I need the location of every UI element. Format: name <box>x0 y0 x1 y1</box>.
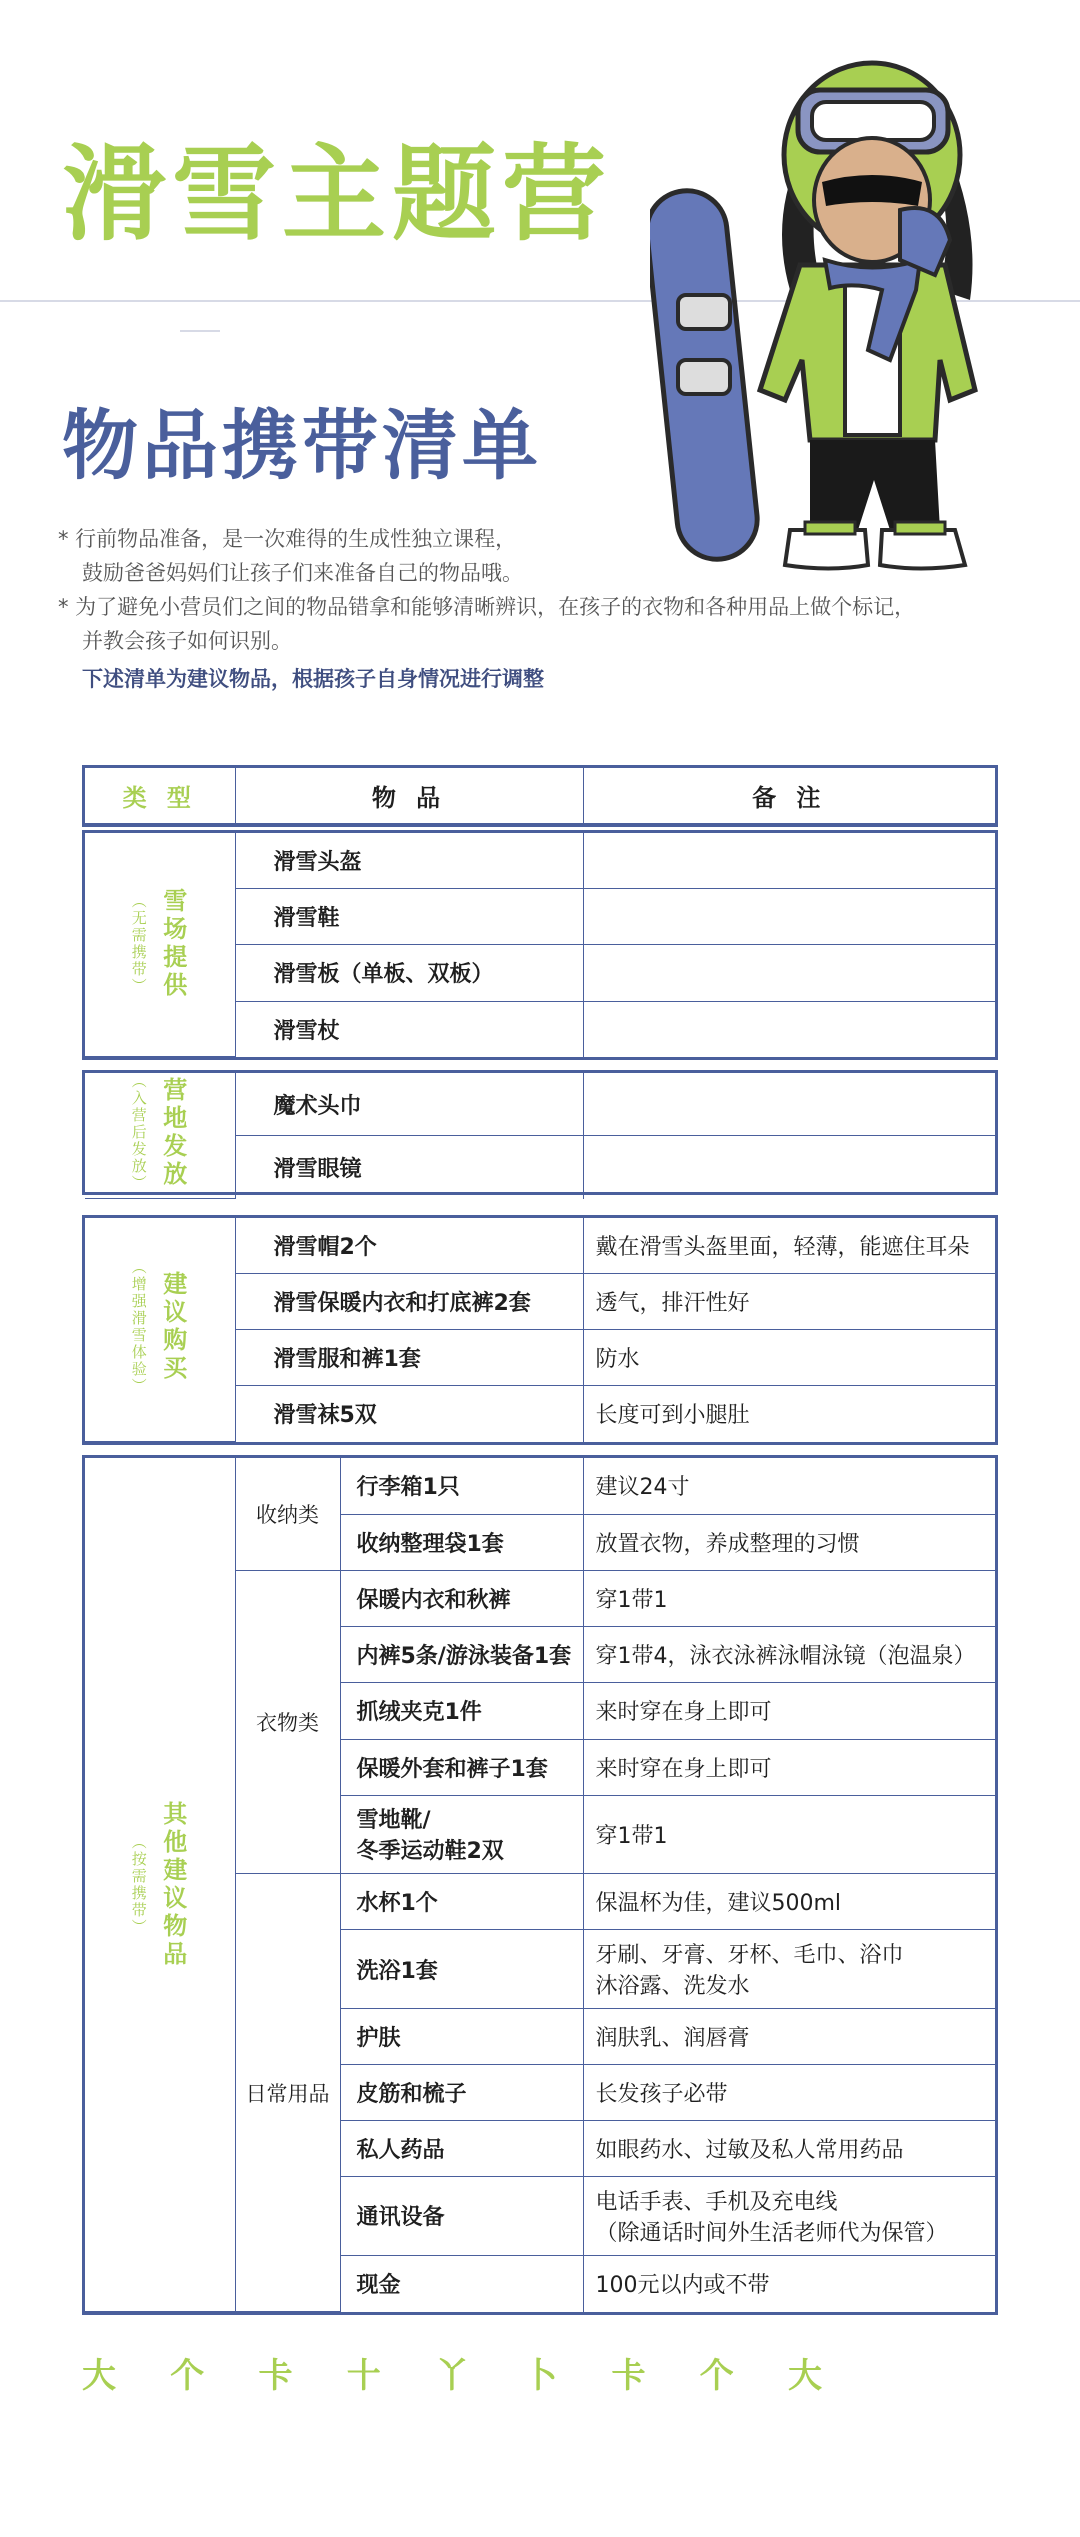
item-name: 滑雪保暖内衣和打底裤2套 <box>235 1273 583 1329</box>
item-note: 长度可到小腿肚 <box>583 1386 995 1442</box>
deco-glyph: 卜 <box>523 2356 558 2396</box>
intro-notes <box>58 522 1018 696</box>
item-note <box>583 1001 995 1056</box>
section-main: 其他建议物品 <box>158 1800 187 1969</box>
section-sub: （增强滑雪体验） <box>129 1258 148 1395</box>
deco-glyph: 大 <box>788 2356 822 2396</box>
item-note: 保温杯为佳，建议500ml <box>583 1874 995 1930</box>
header-type: 类 型 <box>85 768 235 824</box>
deco-glyph: 大 <box>82 2356 116 2396</box>
decoration-row <box>82 2348 822 2397</box>
item-name: 通讯设备 <box>340 2177 583 2255</box>
section-type <box>85 1218 235 1442</box>
item-name: 保暖内衣和秋裤 <box>340 1570 583 1626</box>
item-name: 滑雪板（单板、双板） <box>235 945 583 1001</box>
section-main: 建议购买 <box>158 1270 187 1383</box>
item-note-line: 沐浴露、洗发水 <box>595 1974 750 1999</box>
section-main: 雪场提供 <box>158 888 187 1000</box>
item-note: 建议24寸 <box>583 1458 995 1514</box>
section-sub: （入营后发放） <box>129 1073 148 1192</box>
item-note: 长发孩子必带 <box>583 2064 995 2120</box>
group-name: 衣物类 <box>235 1570 340 1873</box>
page-subtitle: 物品携带清单 <box>62 401 542 490</box>
item-name: 滑雪袜5双 <box>235 1386 583 1442</box>
item-note: 润肤乳、润唇膏 <box>583 2008 995 2064</box>
item-name: 内裤5条/游泳装备1套 <box>340 1627 583 1683</box>
item-note: 透气，排汗性好 <box>583 1273 995 1329</box>
item-note-line: 电话手表、手机及充电线 <box>595 2189 838 2215</box>
section-main: 营地发放 <box>158 1076 187 1189</box>
note-emphasis: 下述清单为建议物品，根据孩子自身情况进行调整 <box>82 667 544 691</box>
item-name: 滑雪杖 <box>235 1001 583 1056</box>
section-type <box>85 833 235 1057</box>
item-note-line: 牙刷、牙膏、牙杯、毛巾、浴巾 <box>595 1943 904 1968</box>
item-name: 私人药品 <box>340 2121 583 2177</box>
section-venue-provided <box>82 830 998 1060</box>
item-name: 皮筋和梳子 <box>340 2064 583 2120</box>
group-name: 日常用品 <box>235 1874 340 2312</box>
item-note <box>583 945 995 1001</box>
deco-glyph: 个 <box>699 2356 734 2396</box>
divider-short <box>180 330 220 332</box>
group-name: 收纳类 <box>235 1458 340 1570</box>
item-note: 来时穿在身上即可 <box>583 1739 995 1795</box>
deco-glyph: 卡 <box>258 2356 293 2396</box>
header-note: 备 注 <box>583 768 995 824</box>
item-note: 来时穿在身上即可 <box>583 1683 995 1739</box>
item-name-line: 雪地靴/ <box>356 1808 431 1834</box>
item-note: 穿1带4，泳衣泳裤泳帽泳镜（泡温泉） <box>583 1627 995 1683</box>
item-note <box>583 1136 995 1199</box>
item-name: 洗浴1套 <box>340 1930 583 2008</box>
section-suggested-buy <box>82 1215 998 1445</box>
item-name: 滑雪头盔 <box>235 833 583 888</box>
item-note: 如眼药水、过敏及私人常用药品 <box>583 2121 995 2177</box>
item-note: 戴在滑雪头盔里面，轻薄，能遮住耳朵 <box>583 1218 995 1273</box>
skier-illustration <box>650 60 1020 580</box>
item-name: 收纳整理袋1套 <box>340 1514 583 1570</box>
item-note: 放置衣物，养成整理的习惯 <box>583 1514 995 1570</box>
item-name: 滑雪服和裤1套 <box>235 1330 583 1386</box>
deco-glyph: 丫 <box>435 2356 469 2396</box>
note-line: * 行前物品准备，是一次难得的生成性独立课程， <box>58 527 517 551</box>
item-note: 穿1带1 <box>583 1795 995 1873</box>
item-note-line: （除通话时间外生活老师代为保管） <box>595 2220 948 2246</box>
item-name: 抓绒夹克1件 <box>340 1683 583 1739</box>
item-name: 水杯1个 <box>340 1874 583 1930</box>
item-note <box>583 833 995 888</box>
item-name: 滑雪帽2个 <box>235 1218 583 1273</box>
item-name: 魔术头巾 <box>235 1073 583 1136</box>
note-line: 并教会孩子如何识别。 <box>82 629 292 653</box>
item-name: 滑雪眼镜 <box>235 1136 583 1199</box>
note-line: 鼓励爸爸妈妈们让孩子们来准备自己的物品哦。 <box>82 561 523 585</box>
item-note <box>583 2177 995 2255</box>
item-note: 穿1带1 <box>583 1570 995 1626</box>
item-name: 行李箱1只 <box>340 1458 583 1514</box>
header-item: 物 品 <box>235 768 583 824</box>
table-header <box>82 765 998 827</box>
item-note: 100元以内或不带 <box>583 2255 995 2311</box>
item-name: 现金 <box>340 2255 583 2311</box>
item-name <box>340 1795 583 1873</box>
section-camp-issued <box>82 1070 998 1195</box>
section-type <box>85 1458 235 2312</box>
deco-glyph: 卡 <box>611 2356 646 2396</box>
note-line: * 为了避免小营员们之间的物品错拿和能够清晰辨识，在孩子的衣物和各种用品上做个标记， <box>58 595 916 619</box>
page-title: 滑雪主题营 <box>62 133 613 255</box>
deco-glyph: 十 <box>346 2356 381 2396</box>
section-sub: （按需携带） <box>129 1833 148 1936</box>
item-name: 保暖外套和裤子1套 <box>340 1739 583 1795</box>
section-sub: （无需携带） <box>129 893 148 995</box>
item-note: 防水 <box>583 1330 995 1386</box>
section-type <box>85 1073 235 1199</box>
item-name: 护肤 <box>340 2008 583 2064</box>
item-name: 滑雪鞋 <box>235 888 583 944</box>
item-note <box>583 888 995 944</box>
item-note <box>583 1073 995 1136</box>
item-note <box>583 1930 995 2008</box>
item-name-line: 冬季运动鞋2双 <box>356 1839 504 1865</box>
deco-glyph: 个 <box>170 2356 205 2396</box>
section-other <box>82 1455 998 2315</box>
